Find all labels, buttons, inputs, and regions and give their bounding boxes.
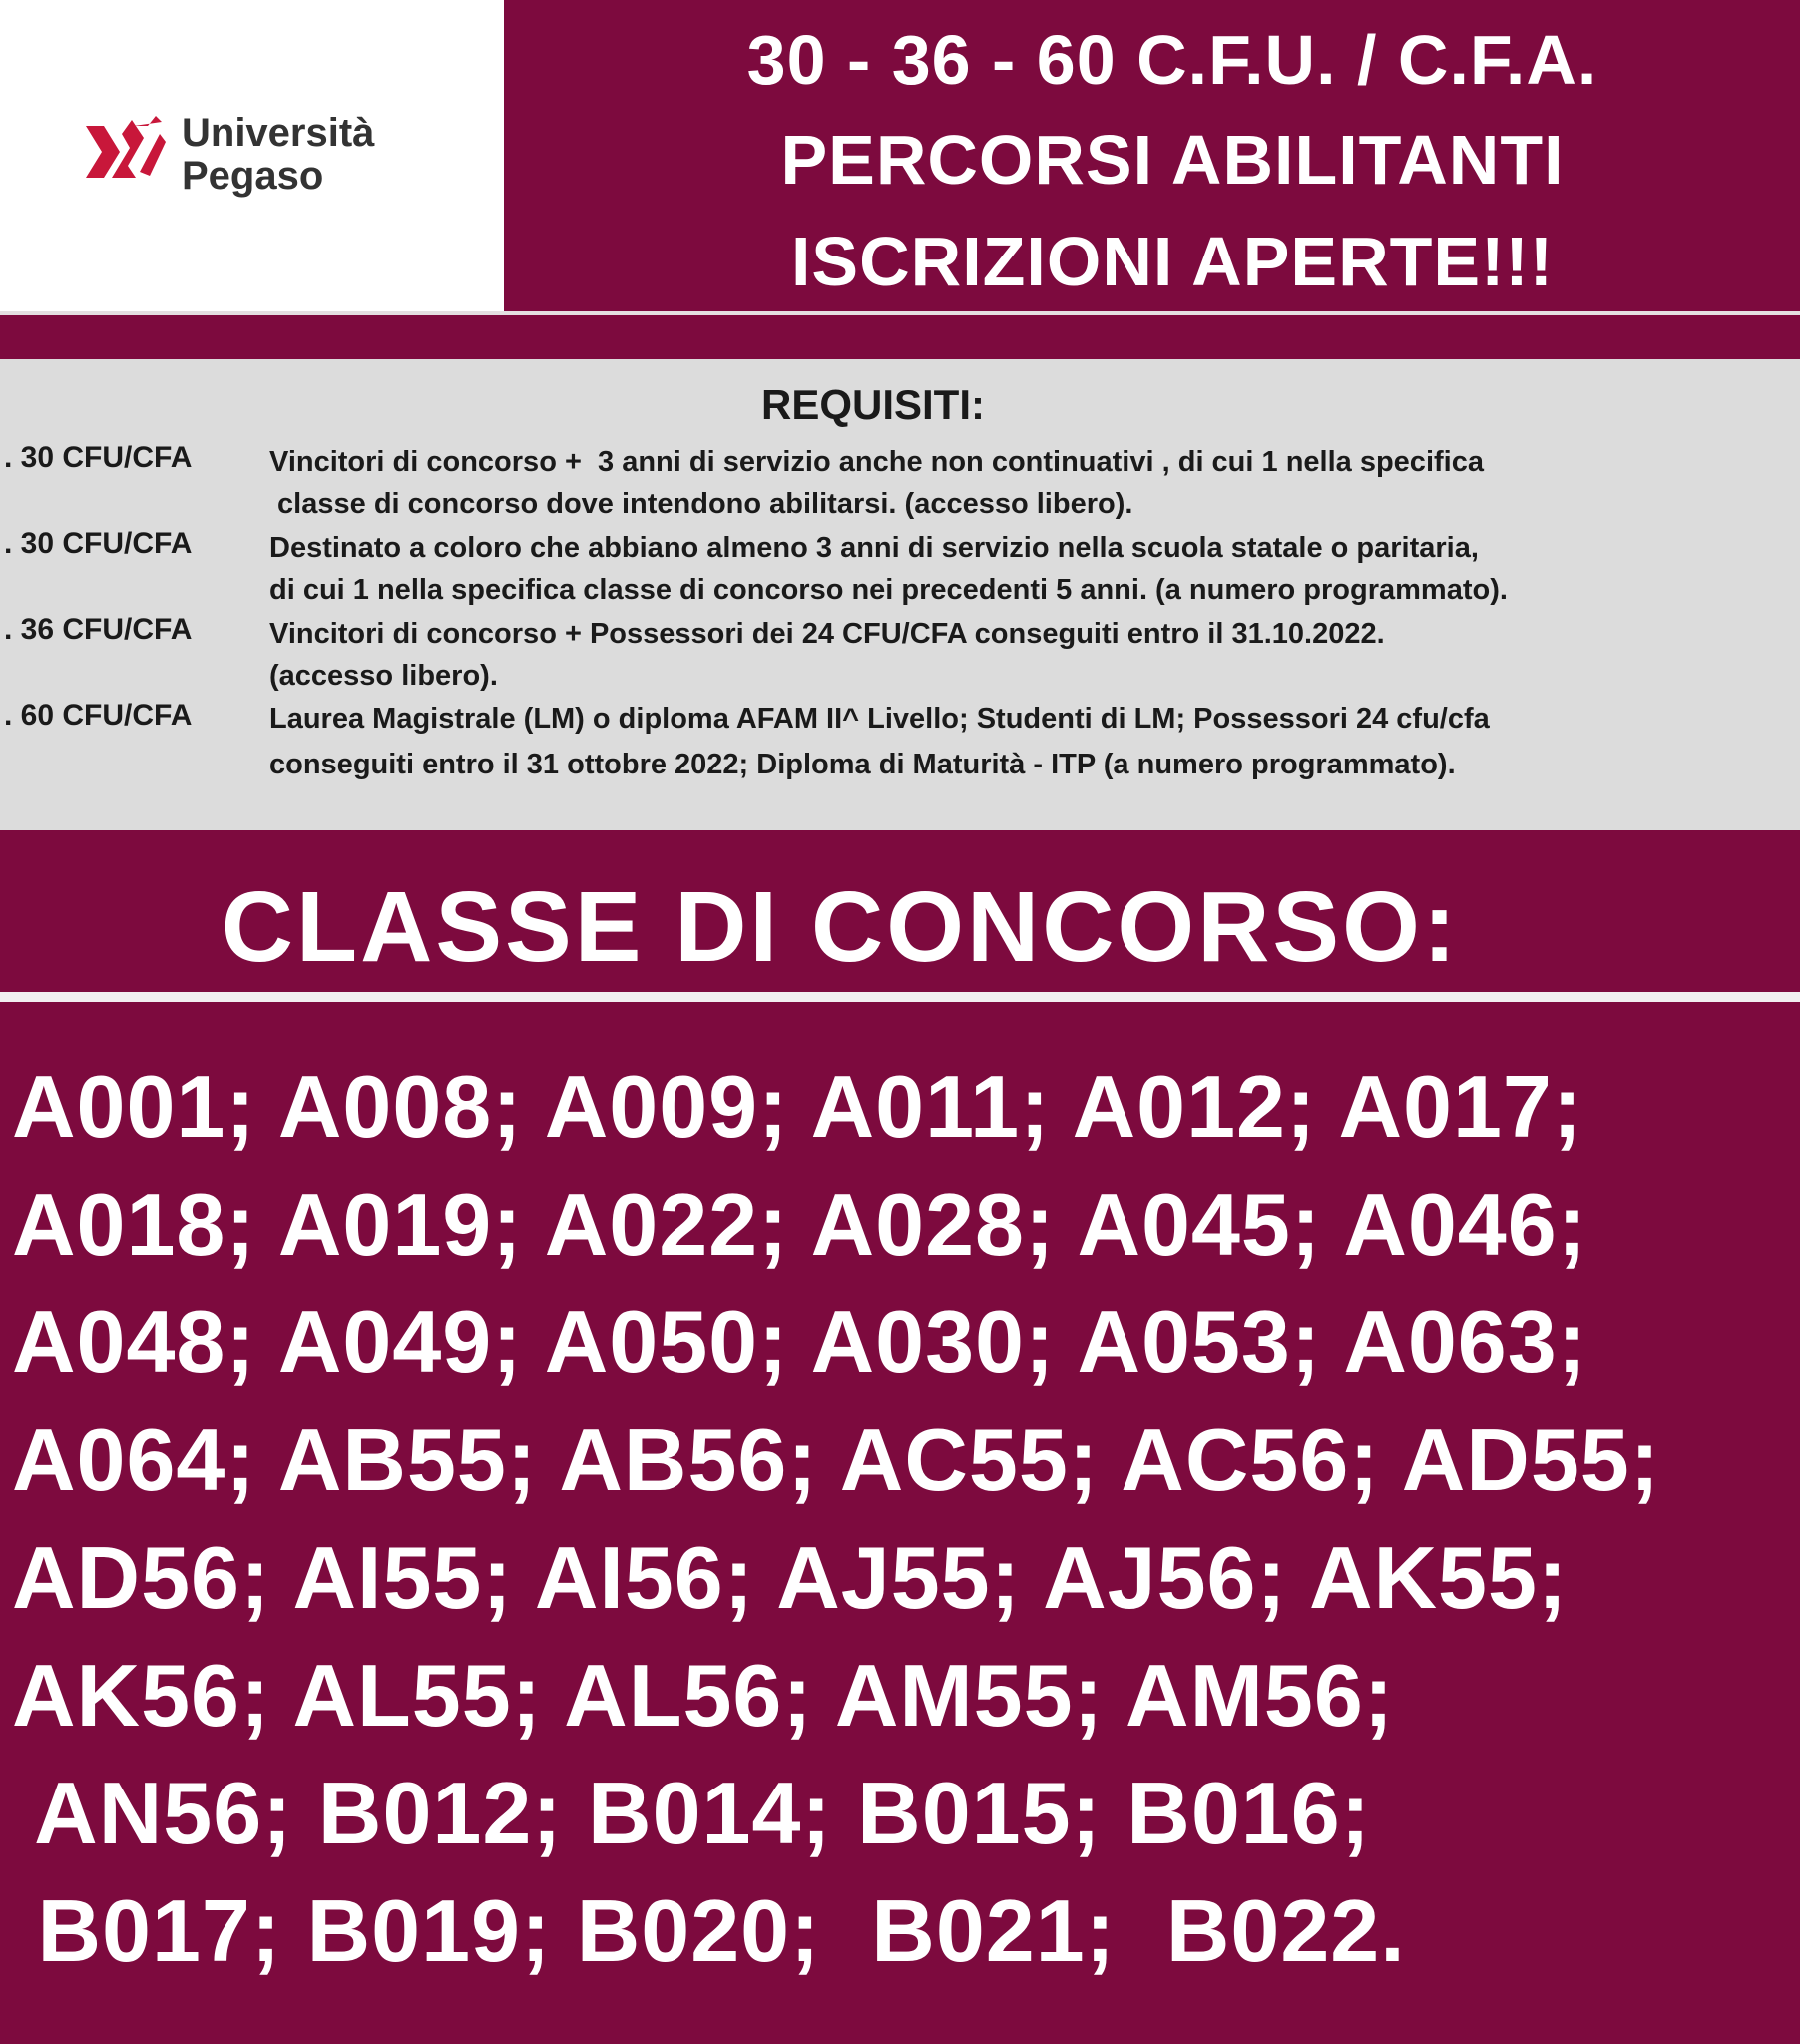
requisiti-item-key: . 30 CFU/CFA bbox=[4, 441, 193, 474]
classe-title bbox=[0, 870, 1800, 985]
header-line-percorsi: PERCORSI ABILITANTI bbox=[780, 121, 1565, 199]
separator-stripe bbox=[0, 311, 1800, 359]
university-name-line2: Pegaso bbox=[182, 154, 324, 198]
requisiti-item-line: di cui 1 nella specifica classe di concorso nei precedenti 5 anni. (a numero programmato). bbox=[269, 574, 1508, 606]
requisiti-item-desc bbox=[269, 613, 1786, 697]
classe-codes bbox=[12, 1048, 1788, 1990]
classe-codes-line: AD56; AI55; AI56; AJ55; AJ56; AK55; bbox=[12, 1528, 1569, 1627]
requisiti-item-line: Vincitori di concorso + Possessori dei 24 CFU/CFA conseguiti entro il 31.10.2022. bbox=[269, 618, 1385, 650]
classe-codes-line: A064; AB55; AB56; AC55; AC56; AD55; bbox=[12, 1410, 1661, 1509]
classe-codes-line: B017; B019; B020; B021; B022. bbox=[12, 1881, 1406, 1980]
logo-panel bbox=[0, 0, 504, 311]
header-line-cfu: 30 - 36 - 60 C.F.U. / C.F.A. bbox=[746, 21, 1598, 99]
requisiti-item-desc bbox=[269, 441, 1786, 525]
requisiti-item-line: Laurea Magistrale (LM) o diploma AFAM II^ Livello; Studenti di LM; Possessori 24 cfu/cfa bbox=[269, 703, 1490, 735]
requisiti-item-desc bbox=[269, 699, 1786, 790]
classe-codes-line: A018; A019; A022; A028; A045; A046; bbox=[12, 1175, 1587, 1274]
separator-line bbox=[0, 311, 1800, 315]
classe-codes-line: AN56; B012; B014; B015; B016; bbox=[12, 1764, 1371, 1862]
classe-codes-line: A048; A049; A050; A030; A053; A063; bbox=[12, 1292, 1587, 1391]
requisiti-item-line: conseguiti entro il 31 ottobre 2022; Diploma di Maturità - ITP (a numero programmato). bbox=[269, 749, 1456, 780]
header-line-iscrizioni: ISCRIZIONI APERTE!!! bbox=[790, 223, 1555, 300]
pegaso-logo-icon bbox=[82, 112, 166, 192]
requisiti-item-line: (accesso libero). bbox=[269, 660, 498, 692]
requisiti-item-line: Vincitori di concorso + 3 anni di servizio anche non continuativi , di cui 1 nella specifica bbox=[269, 446, 1484, 478]
requisiti-item-line: Destinato a coloro che abbiano almeno 3 anni di servizio nella scuola statale o paritaria, bbox=[269, 532, 1479, 564]
header-banner bbox=[509, 0, 1800, 311]
classe-codes-line: A001; A008; A009; A011; A012; A017; bbox=[12, 1057, 1583, 1156]
requisiti-item-line: classe di concorso dove intendono abilitarsi. (accesso libero). bbox=[269, 488, 1133, 520]
requisiti-item-key: . 60 CFU/CFA bbox=[4, 699, 193, 732]
classe-divider bbox=[0, 992, 1800, 1002]
requisiti-item-key: . 36 CFU/CFA bbox=[4, 613, 193, 646]
requisiti-panel bbox=[0, 359, 1800, 830]
requisiti-item-key: . 30 CFU/CFA bbox=[4, 527, 193, 560]
requisiti-title: REQUISITI: bbox=[760, 381, 985, 428]
university-name bbox=[182, 112, 374, 198]
requisiti-item-desc bbox=[269, 527, 1786, 611]
classe-title-text: CLASSE DI CONCORSO: bbox=[221, 871, 1460, 983]
university-name-line1: Università bbox=[182, 111, 375, 155]
classe-codes-line: AK56; AL55; AL56; AM55; AM56; bbox=[12, 1646, 1395, 1745]
